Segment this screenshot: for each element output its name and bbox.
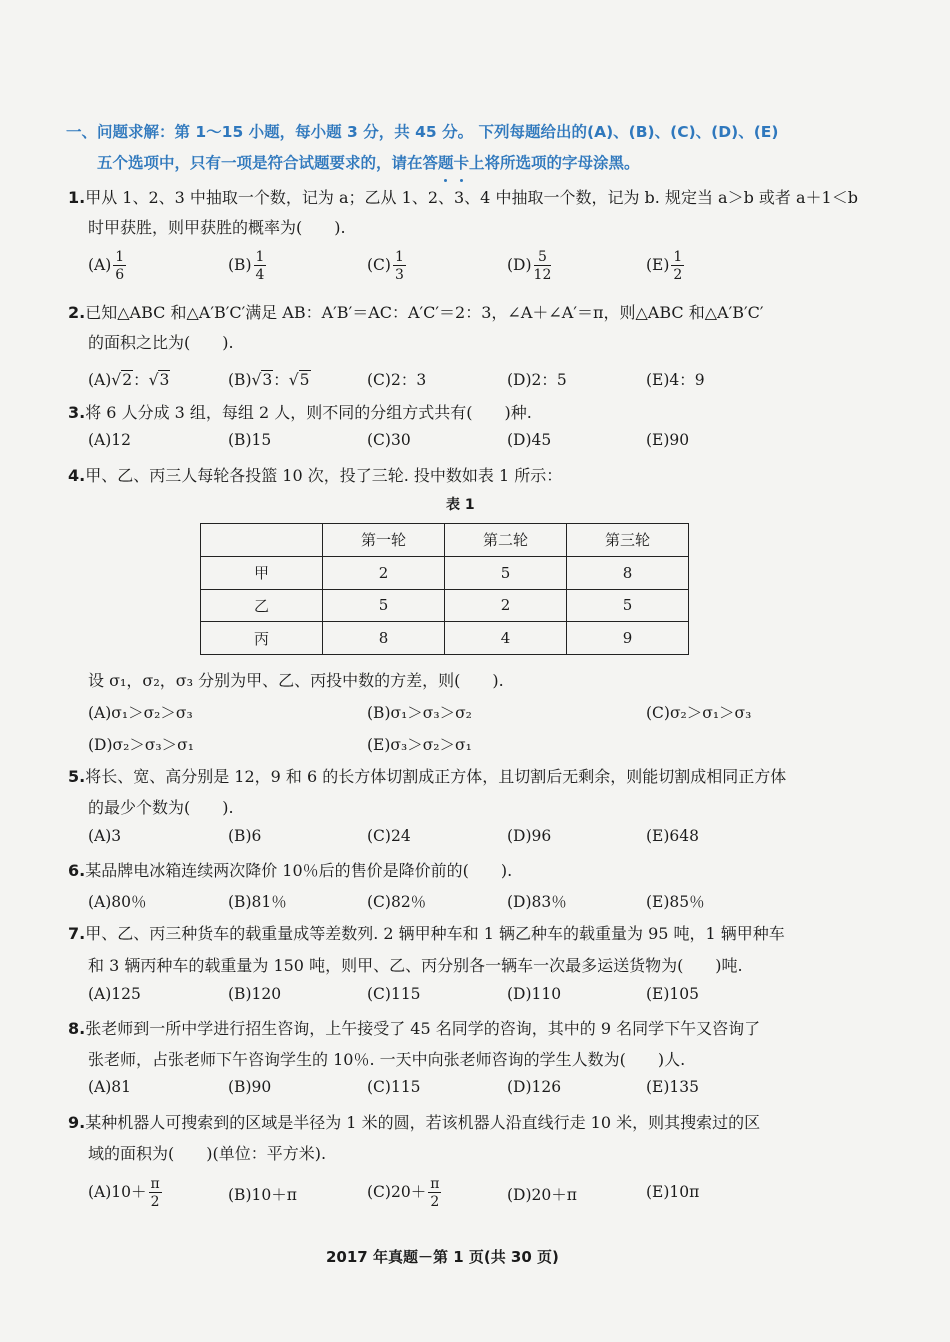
question-9-line1 [68,1110,760,1133]
option-1a: (A) $\frac{1}{6}$ [88,249,125,283]
option-5d: (D)96 [507,827,552,845]
table-cell: 乙 [201,589,323,622]
question-text: 某品牌电冰箱连续两次降价 10％后的售价是降价前的( ). [85,861,513,880]
question-text: 某种机器人可搜索到的区域是半径为 1 米的圆，若该机器人沿直线行走 10 米，则其搜索过的区 [85,1113,761,1132]
option-1c: (C) $\frac{1}{3}$ [367,249,404,283]
option-9c: (C)20＋ $\frac{\pi}{2}$ [367,1176,440,1210]
question-number: 3. [68,403,86,422]
option-2c: (C)2：3 [367,371,427,389]
question-5-line1 [68,764,786,787]
question-text: 张老师到一所中学进行招生咨询，上午接受了 45 名同学的咨询，其中的 9 名同学下午又咨询了 [85,1019,761,1038]
option-4b: (B)σ₁＞σ₃＞σ₂ [367,704,472,722]
question-9-line2: 域的面积为( )(单位：平方米). [88,1144,327,1163]
option-4e: (E)σ₃＞σ₂＞σ₁ [367,736,472,754]
emphasis-char-ka: 卡 [454,151,470,173]
table-cell: 甲 [201,556,323,589]
question-1-line1 [68,185,858,208]
table-cell: 4 [445,622,567,655]
score-table [200,523,689,655]
option-2e: (E)4：9 [646,371,705,389]
option-5a: (A)3 [88,827,122,845]
option-8b: (B)90 [228,1078,272,1096]
option-1e: (E) $\frac{1}{2}$ [646,249,683,283]
question-number: 4. [68,466,86,485]
option-6e: (E)85％ [646,893,705,911]
option-1d: (D) $\frac{5}{12}$ [507,249,552,283]
question-text: 将长、宽、高分别是 12，9 和 6 的长方体切割成正方体，且切割后无剩余，则能切割成相同正方体 [85,767,787,786]
question-text: 将 6 人分成 3 组，每组 2 人，则不同的分组方式共有( )种. [85,403,532,422]
table-header-cell [201,524,323,557]
table-row [201,589,689,622]
option-8d: (D)126 [507,1078,562,1096]
section-instruction-line1: 一、问题求解：第 1～15 小题，每小题 3 分，共 45 分。 下列每题给出的(A)、(B)、(C)、(D)、(E) [66,123,779,141]
option-9d: (D)20＋π [507,1186,577,1204]
option-8e: (E)135 [646,1078,699,1096]
option-8c: (C)115 [367,1078,421,1096]
option-1b: (B) $\frac{1}{4}$ [228,249,265,283]
option-7a: (A)125 [88,985,141,1003]
table-cell: 5 [323,589,445,622]
option-9e: (E)10π [646,1183,700,1201]
question-1-line2: 时甲获胜，则甲获胜的概率为( ). [88,218,346,237]
question-number: 6. [68,861,86,880]
option-7b: (B)120 [228,985,282,1003]
option-6b: (B)81％ [228,893,287,911]
option-3e: (E)90 [646,431,690,449]
question-text: 甲、乙、丙三人每轮各投篮 10 次，投了三轮. 投中数如表 1 所示： [85,466,563,485]
option-8a: (A)81 [88,1078,132,1096]
question-7-line2: 和 3 辆丙种车的载重量为 150 吨，则甲、乙、丙分别各一辆车一次最多运送货物为( )吨. [88,956,743,975]
option-6d: (D)83％ [507,893,567,911]
option-3c: (C)30 [367,431,411,449]
table-header-cell: 第三轮 [567,524,689,557]
question-8-line1 [68,1016,760,1039]
question-8-line2: 张老师，占张老师下午咨询学生的 10％. 一天中向张老师咨询的学生人数为( )人. [88,1050,686,1069]
table-cell: 丙 [201,622,323,655]
option-6a: (A)80％ [88,893,147,911]
table-header-cell: 第一轮 [323,524,445,557]
question-4-after-table: 设 σ₁，σ₂，σ₃ 分别为甲、乙、丙投中数的方差，则( ). [88,671,504,690]
question-text: 甲、乙、丙三种货车的载重量成等差数列. 2 辆甲种车和 1 辆乙种车的载重量为 95 吨，1 辆甲种车 [85,924,785,943]
option-4a: (A)σ₁＞σ₂＞σ₃ [88,704,193,722]
option-7e: (E)105 [646,985,699,1003]
table-cell: 2 [445,589,567,622]
table-cell: 9 [567,622,689,655]
question-2-line2: 的面积之比为( ). [88,333,234,352]
question-text: 甲从 1、2、3 中抽取一个数，记为 a；乙从 1、2、3、4 中抽取一个数，记为 b. 规定当 a＞b 或者 a＋1＜b [85,188,858,207]
option-2d: (D)2：5 [507,371,567,389]
table-row [201,622,689,655]
option-5e: (E)648 [646,827,699,845]
table-cell: 8 [567,556,689,589]
question-6-line1 [68,858,512,881]
instruction-text-a: 五个选项中，只有一项是符合试题要求的，请在答 [97,154,439,172]
option-2b: (B)√3：√5 [228,371,310,389]
option-4c: (C)σ₂＞σ₁＞σ₃ [646,704,752,722]
option-2a: (A)√2：√3 [88,371,170,389]
option-9b: (B)10＋π [228,1186,297,1204]
question-number: 1. [68,188,86,207]
instruction-text-d: 上将所选项的字母涂黑。 [469,154,640,172]
question-7-line1 [68,921,785,944]
option-5b: (B)6 [228,827,262,845]
option-4d: (D)σ₂＞σ₃＞σ₁ [88,736,194,754]
question-number: 2. [68,303,86,322]
question-number: 7. [68,924,86,943]
section-instruction-line2 [97,151,640,173]
emphasis-char-ti: 题 [438,151,454,173]
question-5-line2: 的最少个数为( ). [88,798,234,817]
question-text: 已知△ABC 和△A′B′C′满足 AB：A′B′＝AC：A′C′＝2：3，∠A＋∠A′＝π，则△ABC 和△A′B′C′ [85,303,764,322]
table-cell: 5 [567,589,689,622]
table-cell: 8 [323,622,445,655]
question-4-line1 [68,463,562,486]
question-number: 8. [68,1019,86,1038]
option-5c: (C)24 [367,827,411,845]
table-row [201,556,689,589]
page-footer: 2017 年真题－第 1 页(共 30 页) [326,1248,559,1266]
table-header-cell: 第二轮 [445,524,567,557]
option-6c: (C)82％ [367,893,427,911]
option-9a: (A)10＋ $\frac{\pi}{2}$ [88,1176,160,1210]
question-number: 9. [68,1113,86,1132]
option-3d: (D)45 [507,431,552,449]
table-header-row [201,524,689,557]
question-number: 5. [68,767,86,786]
option-3a: (A)12 [88,431,132,449]
question-3-line1 [68,400,532,423]
table-cell: 5 [445,556,567,589]
table-cell: 2 [323,556,445,589]
option-7c: (C)115 [367,985,421,1003]
question-2-line1 [68,300,764,323]
option-3b: (B)15 [228,431,272,449]
table-caption: 表 1 [446,497,475,513]
option-7d: (D)110 [507,985,562,1003]
